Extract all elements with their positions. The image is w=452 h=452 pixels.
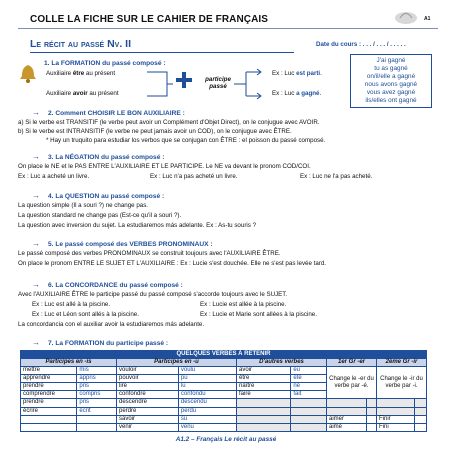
section-1-heading: 1. La FORMATION du passé composé : <box>44 60 166 67</box>
question-inversion: La question avec inversion du sujet. La estudiaremos más adelante. Ex : As-tu souris ? <box>18 222 257 229</box>
arrow-icon: → <box>32 191 40 200</box>
brace-arrow <box>145 68 175 100</box>
question-standard: La question standard ne change pas (Est-ce qu'il a souri ?). <box>18 212 182 219</box>
section-7-heading: → 7. La FORMATION du participe passé : <box>32 338 169 347</box>
table-row: comprendre compris confondre confondu faire fait <box>21 391 427 399</box>
page-header: COLLE LA FICHE SUR LE CAHIER DE FRANÇAIS <box>30 14 269 25</box>
section-4-heading: → 4. La QUESTION au passé composé : <box>32 191 165 200</box>
arrow-icon: → <box>32 338 40 347</box>
arrow-icon: → <box>32 152 40 161</box>
verbs-table <box>20 350 427 432</box>
logo-icon <box>392 6 420 26</box>
rule-intransitif: b) Si le verbe est INTRANSITIF (le verbe ne peut jamais avoir un COD), on le conjugue avec ÊTRE. <box>18 128 292 135</box>
section-3-heading: → 3. La NÉGATION du passé composé : <box>32 152 165 161</box>
table-row: savoir su aimer Finir <box>21 415 427 423</box>
col-header: D'autres verbes <box>237 359 327 367</box>
arrow-icon: → <box>32 239 40 248</box>
table-title: QUELQUES VERBES À RETENIR <box>21 351 427 359</box>
negation-ex1: Ex : Luc a acheté un livre. <box>18 173 90 180</box>
aux-etre-row: Auxiliaire être au présent <box>46 70 116 77</box>
badge-label: A1 <box>424 16 431 22</box>
conjugation-box: J'ai gagné tu as gagné on/il/elle a gagné nous avons gagné vous avez gagné ils/elles ont gagné <box>350 54 432 108</box>
participe-label: participe passé <box>205 76 231 91</box>
col-header: 1er Gr -er <box>327 359 377 367</box>
agreement-rule: Avec l'AUXILIAIRE ÊTRE le participe passé du passé composé s'accorde toujours avec le SUJET. <box>18 291 288 298</box>
agreement-ex4: Ex : Lucie et Marie sont allées à la piscine. <box>200 311 317 318</box>
negation-ex3: Ex : Luc ne l'a pas acheté. <box>300 173 373 180</box>
agreement-ex1: Ex : Luc est allé à la piscine. <box>32 301 111 308</box>
tip-note: * Hay un truquito para estudiar los verbos que se conjugan con ÊTRE : el poisson du passé composé. <box>46 137 326 144</box>
footer-caption: A1.2 – Français Le récit au passé <box>175 436 277 443</box>
table-row: mettre mis vouloir voulu avoir eu Change le -er du verbe par -é. Change le -ir du verbe par -i. <box>21 367 427 375</box>
negation-ex2: Ex : Luc n'a pas acheté un livre. <box>150 173 238 180</box>
section-2-heading: → 2. Comment CHOISIR LE BON AUXILIAIRE : <box>32 108 185 117</box>
col-header: 2ème Gr -ir <box>377 359 427 367</box>
title-underline <box>30 52 294 53</box>
agreement-ex2: Ex : Lucie est allée à la piscine. <box>200 301 287 308</box>
lesson-title: Le récit au passé Nv. II <box>30 38 131 50</box>
pronominal-placement: On place le pronom ENTRE LE SUJET ET L'AUXILIAIRE : Ex : Lucie s'est douchée. Elle ne s'est pas levée tard. <box>18 260 327 267</box>
date-field: Date du cours : . . . / . . . / . . . . . <box>316 41 406 48</box>
table-row: venir venu aimé Fini <box>21 423 427 431</box>
arrow-icon: → <box>32 108 40 117</box>
table-row: prendre pris lire lu naître né <box>21 383 427 391</box>
arrow-icon: → <box>32 280 40 289</box>
bell-icon <box>18 63 38 83</box>
section-6-heading: → 6. La CONCORDANCE du passé composé : <box>32 280 183 289</box>
table-row: prendre pris descendre descendu <box>21 399 427 407</box>
result-arrows <box>232 68 262 100</box>
table-row: écrire écrit perdre perdu <box>21 407 427 415</box>
col-header: Participes en -u <box>117 359 237 367</box>
col-header: Participes en -is <box>21 359 117 367</box>
agreement-ex3: Ex : Luc et Léon sont allés à la piscine. <box>32 311 139 318</box>
section-5-heading: → 5. Le passé composé des VERBES PRONOMINAUX : <box>32 239 213 248</box>
aux-avoir-row: Auxiliaire avoir au présent <box>46 90 119 97</box>
agreement-note: La concordancia con el auxiliar avoir la estudiaremos más adelante. <box>18 321 205 328</box>
example-etre: Ex : Luc est parti. <box>272 70 322 77</box>
table-row: apprendre appris pouvoir pu être été <box>21 375 427 383</box>
pronominal-rule: Le passé composé des verbes PRONOMINAUX se construit toujours avec l'AUXILIAIRE ÊTRE. <box>18 250 281 257</box>
negation-rule: On place le NE et le PAS ENTRE L'AUXILIAIRE ET LE PARTICIPE. Le NE va devant le pronom COD/COI. <box>18 163 311 170</box>
example-avoir: Ex : Luc a gagné. <box>272 90 322 97</box>
question-simple: La question simple (Il a souri ?) ne change pas. <box>18 202 149 209</box>
rule-transitif: a) Si le verbe est TRANSITIF (le verbe peut avoir un Complément d'Objet Direct), on le conjugue avec AVOIR. <box>18 119 320 126</box>
badge <box>392 6 420 26</box>
plus-icon <box>176 72 192 90</box>
divider <box>18 28 438 29</box>
